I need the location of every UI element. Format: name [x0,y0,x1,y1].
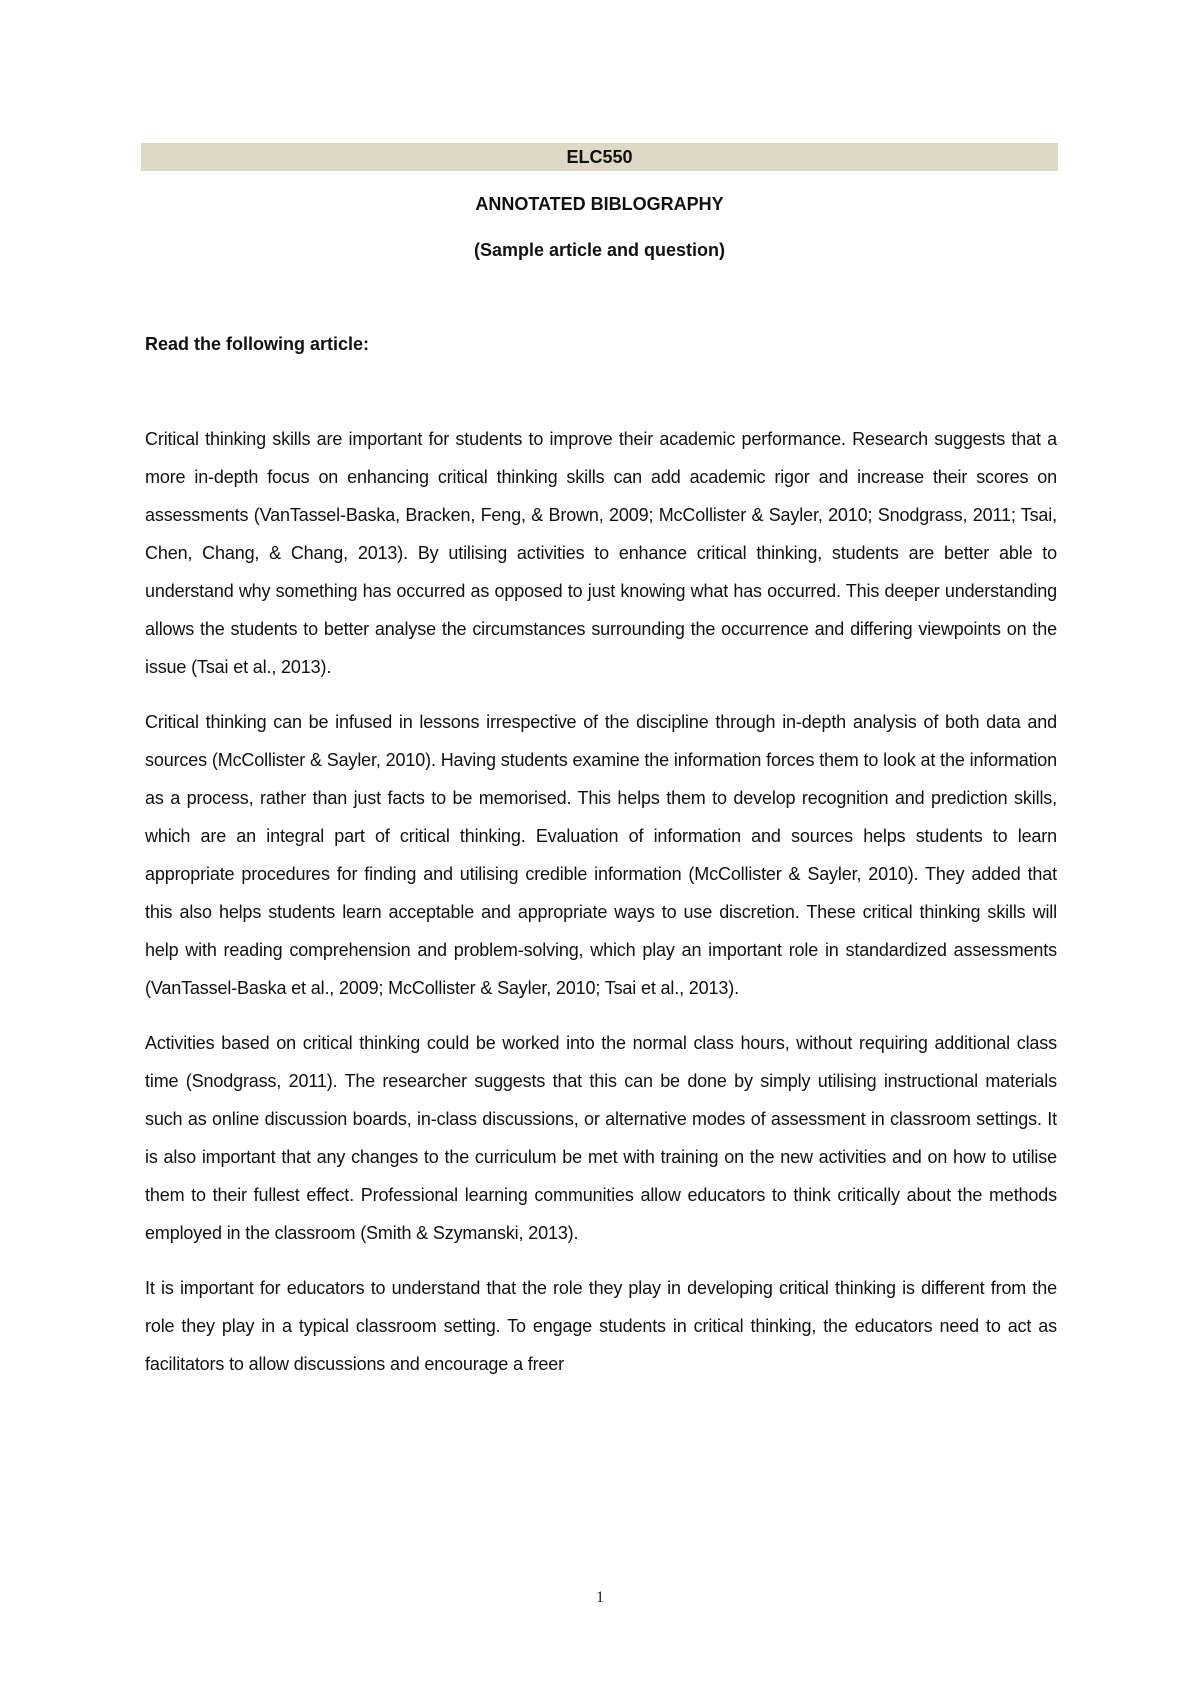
document-subtitle: (Sample article and question) [473,240,726,260]
document-title: ANNOTATED BIBLOGRAPHY [475,194,724,214]
course-code-heading: ELC550 [141,143,1058,171]
article-paragraph-4: It is important for educators to understand that the role they play in developing critical thinking is different from the role they play in a typical classroom setting. To engage students in critical thinking, the educators need to act as facilitators to allow discussions and encourage a freer [145,1278,1057,1374]
article-paragraph-3: Activities based on critical thinking could be worked into the normal class hours, without requiring additional class time (Snodgrass, 2011). The researcher suggests that this can be done by simply utilising instructional materials such as online discussion boards, in-class discussions, or alternative modes of assessment in classroom settings. It is also important that any changes to the curriculum be met with training on the new activities and on how to utilise them to their fullest effect. Professional learning communities allow educators to think critically about the methods employed in the classroom (Smith & Szymanski, 2013). [145,1033,1057,1243]
page-number: 1 [596,1589,604,1606]
reading-instruction: Read the following article: [145,334,370,354]
article-body [145,420,1057,1400]
article-paragraph-2: Critical thinking can be infused in lessons irrespective of the discipline through in-depth analysis of both data and sources (McCollister & Sayler, 2010). Having students examine the information forces them to look at the information as a process, rather than just facts to be memorised. This helps them to develop recognition and prediction skills, which are an integral part of critical thinking. Evaluation of information and sources helps students to learn appropriate procedures for finding and utilising credible information (McCollister & Sayler, 2010). They added that this also helps students learn acceptable and appropriate ways to use discretion. These critical thinking skills will help with reading comprehension and problem-solving, which play an important role in standardized assessments (VanTassel-Baska et al., 2009; McCollister & Sayler, 2010; Tsai et al., 2013). [145,712,1057,998]
article-paragraph-1: Critical thinking skills are important for students to improve their academic performance. Research suggests that a more in-depth focus on enhancing critical thinking skills can add academic rigor and increase their scores on assessments (VanTassel-Baska, Bracken, Feng, & Brown, 2009; McCollister & Sayler, 2010; Snodgrass, 2011; Tsai, Chen, Chang, & Chang, 2013). By utilising activities to enhance critical thinking, students are better able to understand why something has occurred as opposed to just knowing what has occurred. This deeper understanding allows the students to better analyse the circumstances surrounding the occurrence and differing viewpoints on the issue (Tsai et al., 2013). [145,429,1057,677]
